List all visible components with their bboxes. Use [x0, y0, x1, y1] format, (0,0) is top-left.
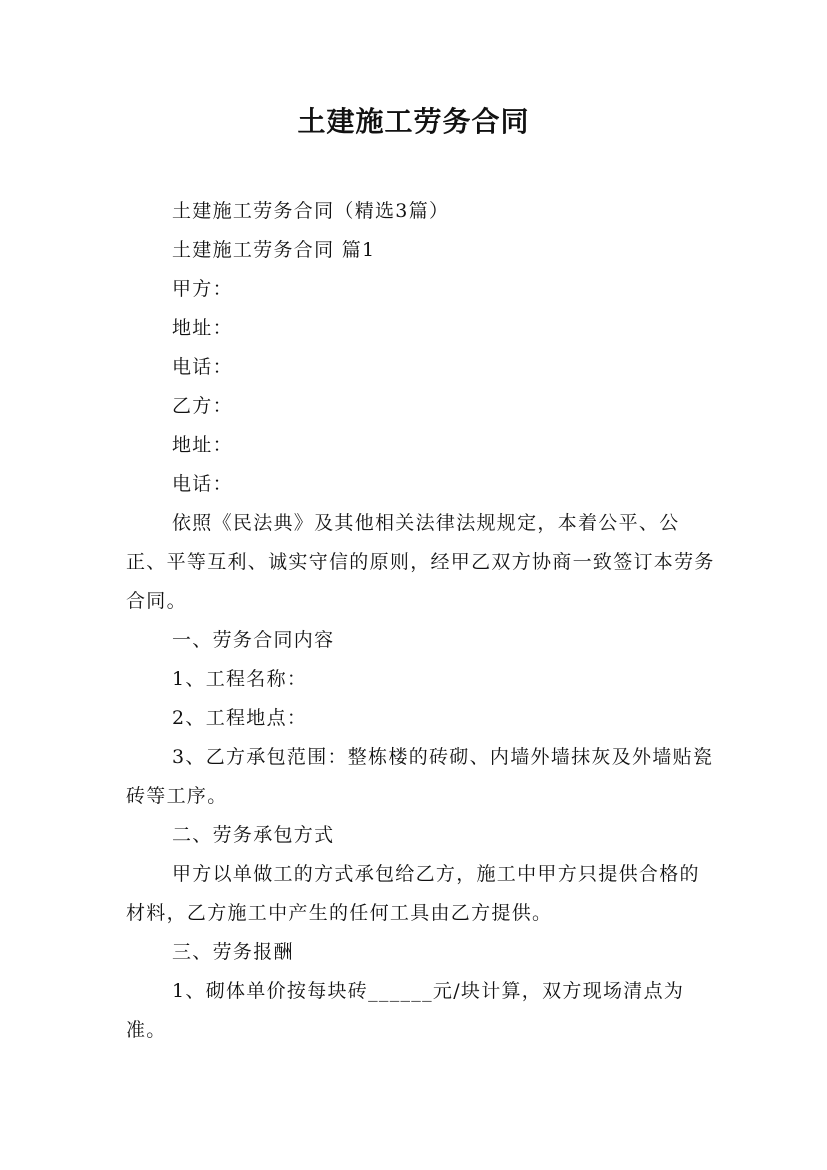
paragraph-heading-method: 二、劳务承包方式 — [172, 824, 335, 846]
paragraph-party-b-phone: 电话： — [172, 473, 233, 495]
paragraph-method: 甲方以单做工的方式承包给乙方，施工中甲方只提供合格的材料，乙方施工中产生的任何工具由乙方提供。 — [126, 863, 700, 924]
paragraph-party-b-address: 地址： — [172, 434, 233, 456]
paragraph-project-location: 2、工程地点： — [172, 707, 308, 729]
paragraph-party-a-phone: 电话： — [172, 356, 233, 378]
paragraph-section-heading: 土建施工劳务合同 篇1 — [172, 239, 376, 261]
paragraph-preamble: 依照《民法典》及其他相关法律法规规定，本着公平、公正、平等互利、诚实守信的原则，经甲乙双方协商一致签订本劳务合同。 — [126, 512, 715, 612]
paragraph-scope: 3、乙方承包范围：整栋楼的砖砌、内墙外墙抹灰及外墙贴瓷砖等工序。 — [126, 746, 714, 807]
paragraph-heading-contents: 一、劳务合同内容 — [172, 629, 335, 651]
paragraph-party-b: 乙方： — [172, 395, 233, 417]
paragraph-subtitle: 土建施工劳务合同（精选3篇） — [172, 200, 450, 222]
paragraph-project-name: 1、工程名称： — [172, 668, 308, 690]
paragraph-party-a: 甲方： — [172, 278, 233, 300]
paragraph-heading-payment: 三、劳务报酬 — [172, 941, 294, 963]
document-title: 土建施工劳务合同 — [297, 105, 530, 138]
document-body — [126, 192, 716, 1050]
paragraph-party-a-address: 地址： — [172, 317, 233, 339]
paragraph-unit-price: 1、砌体单价按每块砖______元/块计算，双方现场清点为准。 — [126, 980, 685, 1041]
